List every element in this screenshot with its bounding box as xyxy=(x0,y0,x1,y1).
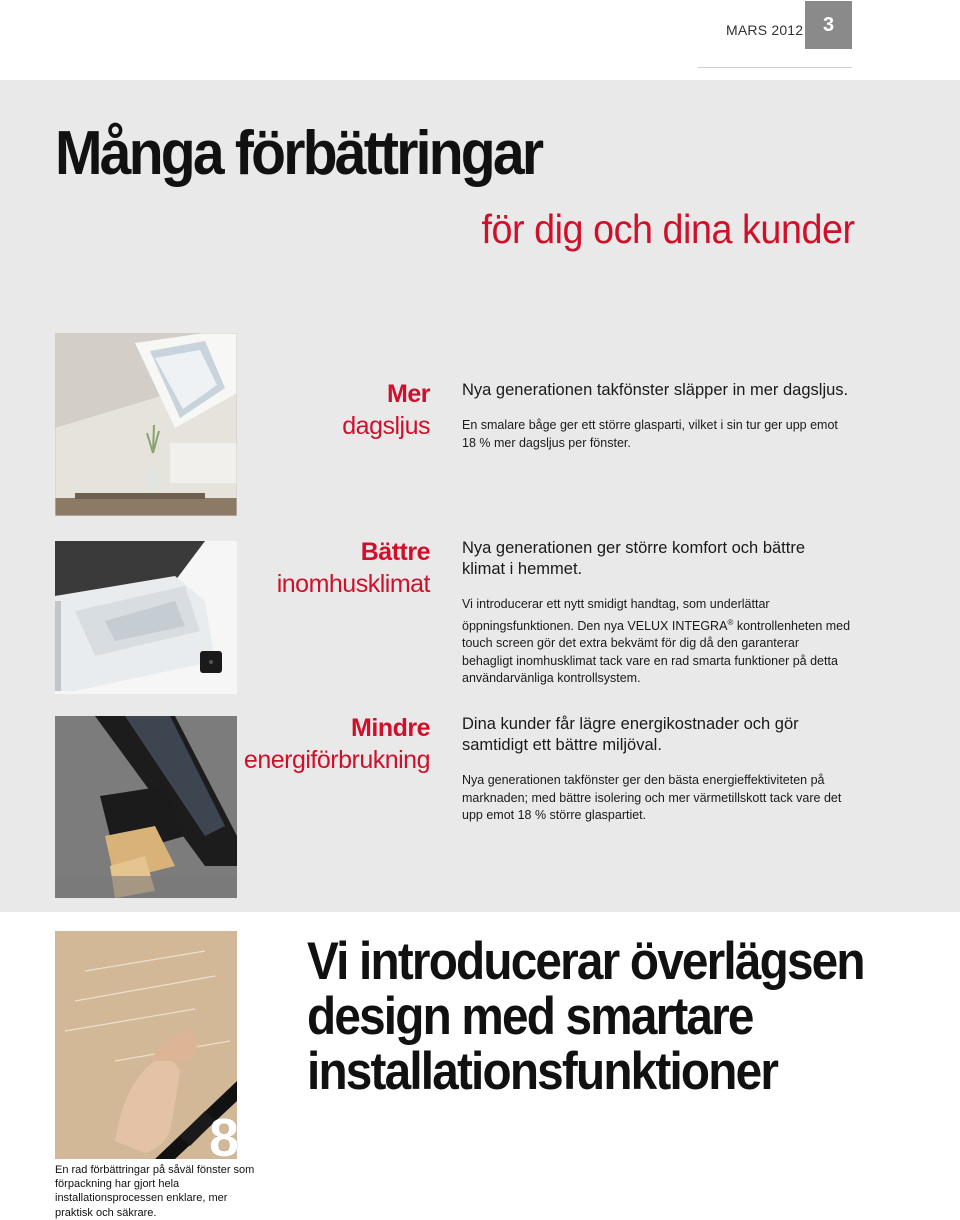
feature-body: Nya generationen takfönster ger den bästa energieffektiviteten på marknaden; med bättre isolering och mer värmetillskott tack vare det upp emot 18 % större glaspartiet. xyxy=(462,773,842,822)
page-header xyxy=(0,0,960,80)
feature-lead: Dina kunder får lägre energikostnader och gör samtidigt ett bättre miljöval. xyxy=(462,715,799,754)
page-number: 3 xyxy=(805,1,852,49)
feature-text-energy xyxy=(462,714,852,825)
feature-body: Vi introducerar ett nytt smidigt handtag, som underlättar öppningsfunktionen. Den nya VELUX INTEGRA® kontrollenheten med touch screen gör det extra bekvämt för dig då den garanterar behagligt inomhusklimat tack vare en rad smarta funktioner på detta användarvänliga kontrollsystem. xyxy=(462,597,851,686)
photo-caption: En rad förbättringar på såväl fönster som förpackning har gjort hela installationsprocessen enklare, mer praktisk och säkrare. xyxy=(55,1164,255,1219)
feature-body: En smalare båge ger ett större glasparti, vilket i sin tur ger upp emot 18 % mer dagsljus per fönster. xyxy=(462,418,838,450)
page-subtitle: för dig och dina kunder xyxy=(481,206,855,252)
badge-number: 8 xyxy=(208,1108,238,1168)
header-divider xyxy=(698,67,852,68)
feature-title-daylight: Mer dagsljus xyxy=(342,380,430,440)
window-handle-photo xyxy=(55,541,237,694)
feature-title-energy: Mindre energiförbrukning xyxy=(243,714,430,774)
registered-mark: ® xyxy=(727,617,734,627)
page-title: Många förbättringar xyxy=(55,119,542,188)
skylight-room-photo xyxy=(55,333,237,516)
window-profile-photo xyxy=(55,716,237,898)
issue-date: MARS 2012 xyxy=(726,22,804,38)
bottom-headline: Vi introducerar överlägsen design med smartare installationsfunktioner xyxy=(307,932,864,1101)
feature-title-climate: Bättre inomhusklimat xyxy=(276,538,430,598)
feature-lead: Nya generationen ger större komfort och bättre klimat i hemmet. xyxy=(462,539,806,578)
feature-text-climate xyxy=(462,538,852,688)
feature-text-daylight xyxy=(462,380,852,452)
feature-lead: Nya generationen takfönster släpper in mer dagsljus. xyxy=(462,381,849,399)
